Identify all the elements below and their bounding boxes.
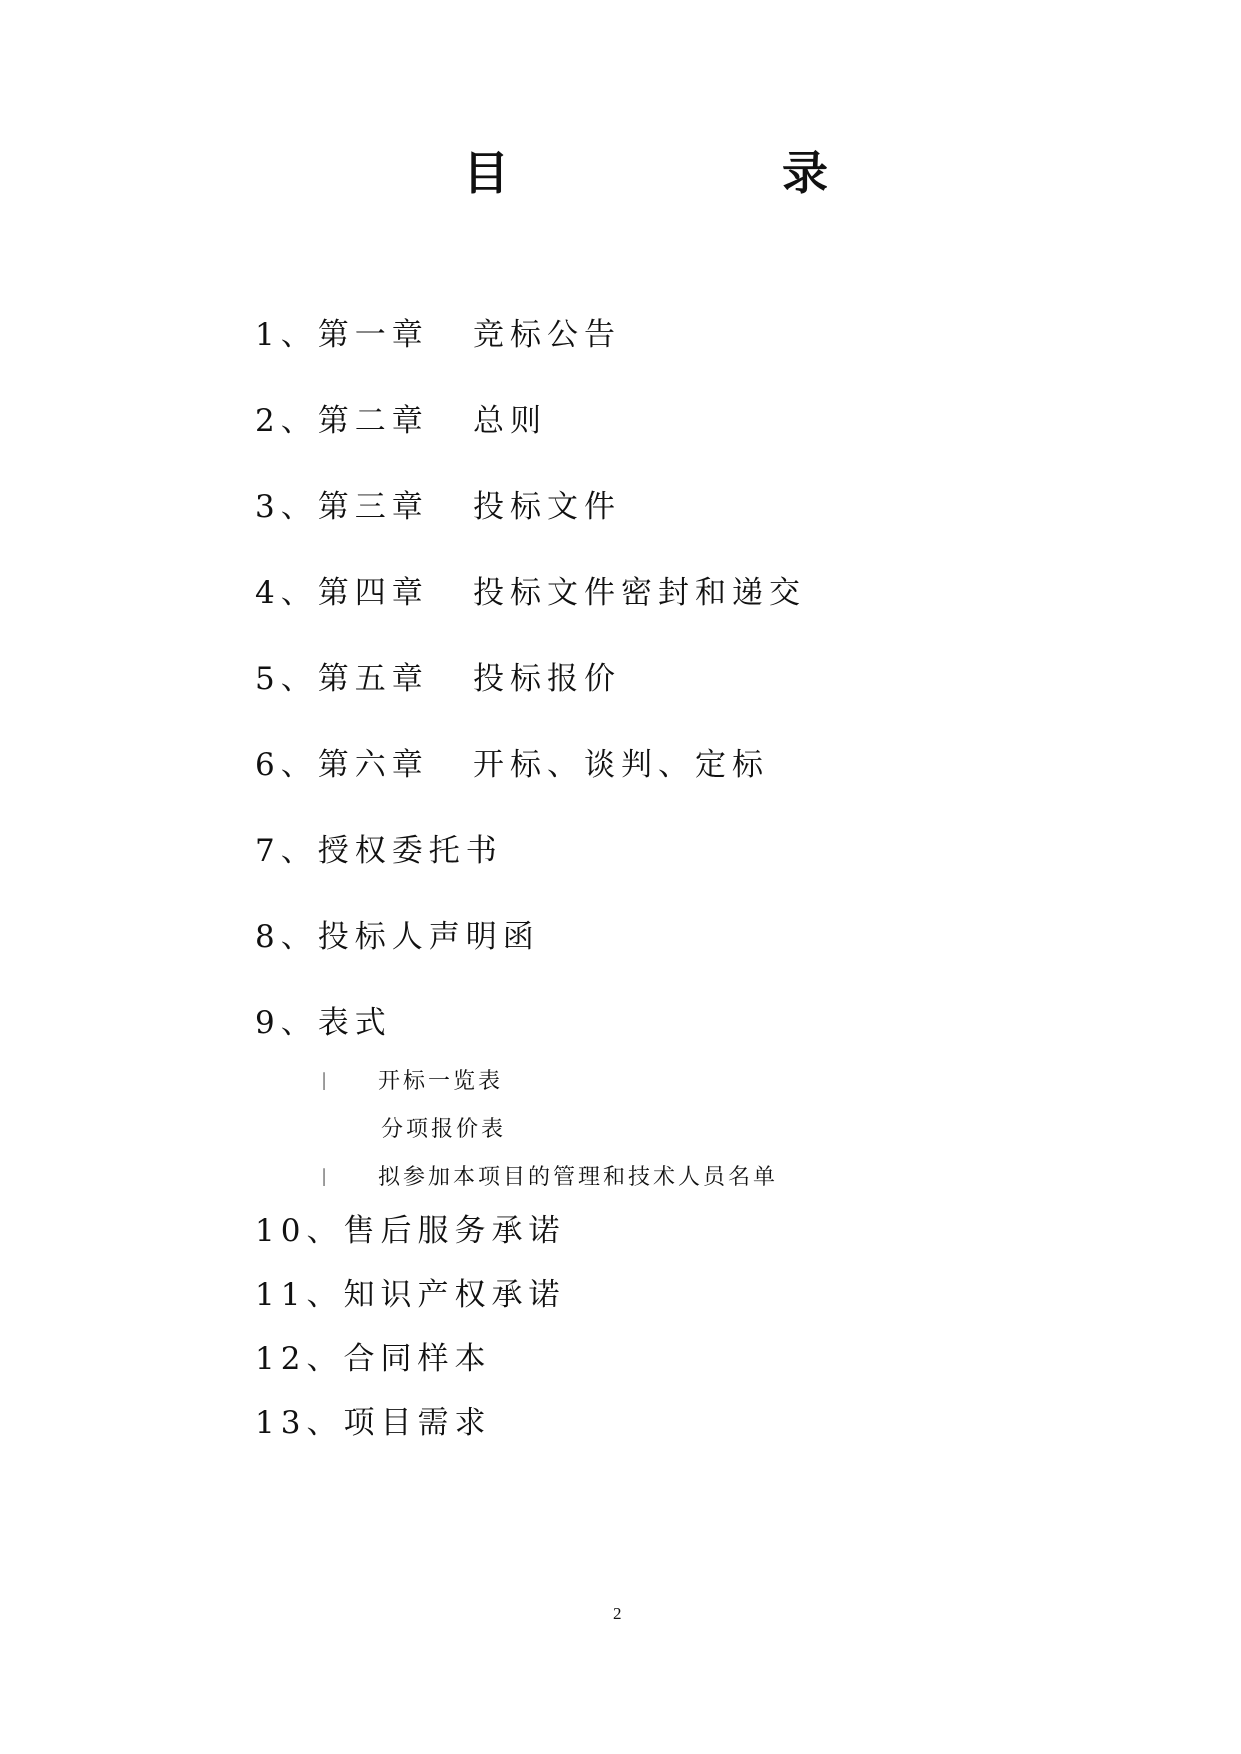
page-title-left: 目 xyxy=(463,146,509,200)
toc-item-1 xyxy=(255,317,621,353)
toc-number: 7、 xyxy=(255,833,318,869)
sub-item-2: 分项报价表 xyxy=(381,1117,507,1142)
toc-number: 5、 xyxy=(255,661,318,697)
page-title-right: 录 xyxy=(782,146,828,200)
sub-item-1: 开标一览表 xyxy=(378,1069,504,1094)
sub-item-3: 拟参加本项目的管理和技术人员名单 xyxy=(378,1165,779,1190)
toc-title: 总则 xyxy=(473,403,547,439)
toc-item-7 xyxy=(255,833,503,869)
toc-number: 8、 xyxy=(255,919,318,955)
toc-chapter: 第一章 xyxy=(317,317,429,353)
page-number: 2 xyxy=(613,1604,622,1623)
toc-item-2 xyxy=(255,403,547,439)
toc-item-9 xyxy=(255,1005,392,1041)
toc-number: 4、 xyxy=(255,575,318,611)
toc-title: 开标、谈判、定标 xyxy=(473,747,769,783)
toc-chapter: 第五章 xyxy=(317,661,429,697)
toc-text: 投标人声明函 xyxy=(317,919,540,955)
sub-item-marker: | xyxy=(321,1166,328,1187)
toc-item-4 xyxy=(255,575,806,611)
toc-chapter: 第六章 xyxy=(317,747,429,783)
toc-text: 知识产权承诺 xyxy=(343,1277,566,1313)
toc-number: 6、 xyxy=(255,747,318,783)
toc-number: 2、 xyxy=(255,403,318,439)
toc-item-11 xyxy=(255,1277,566,1313)
toc-text: 项目需求 xyxy=(343,1405,492,1441)
toc-number: 13、 xyxy=(255,1405,344,1441)
toc-text: 表式 xyxy=(317,1005,392,1041)
toc-item-8 xyxy=(255,919,540,955)
toc-chapter: 第三章 xyxy=(317,489,429,525)
toc-number: 3、 xyxy=(255,489,318,525)
toc-item-12 xyxy=(255,1341,492,1377)
toc-title: 竞标公告 xyxy=(473,317,621,353)
toc-title: 投标文件 xyxy=(473,489,621,525)
toc-item-5 xyxy=(255,661,621,697)
toc-title: 投标文件密封和递交 xyxy=(473,575,806,611)
toc-text: 授权委托书 xyxy=(317,833,503,869)
toc-item-10 xyxy=(255,1213,566,1249)
toc-number: 10、 xyxy=(255,1213,344,1249)
toc-title: 投标报价 xyxy=(473,661,621,697)
toc-number: 9、 xyxy=(255,1005,318,1041)
toc-number: 11、 xyxy=(255,1277,344,1313)
toc-item-6 xyxy=(255,747,769,783)
toc-item-3 xyxy=(255,489,621,525)
toc-item-13 xyxy=(255,1405,492,1441)
toc-text: 售后服务承诺 xyxy=(343,1213,566,1249)
toc-number: 1、 xyxy=(255,317,318,353)
sub-item-marker: | xyxy=(321,1070,328,1091)
toc-text: 合同样本 xyxy=(343,1341,492,1377)
toc-chapter: 第二章 xyxy=(317,403,429,439)
toc-chapter: 第四章 xyxy=(317,575,429,611)
toc-number: 12、 xyxy=(255,1341,344,1377)
